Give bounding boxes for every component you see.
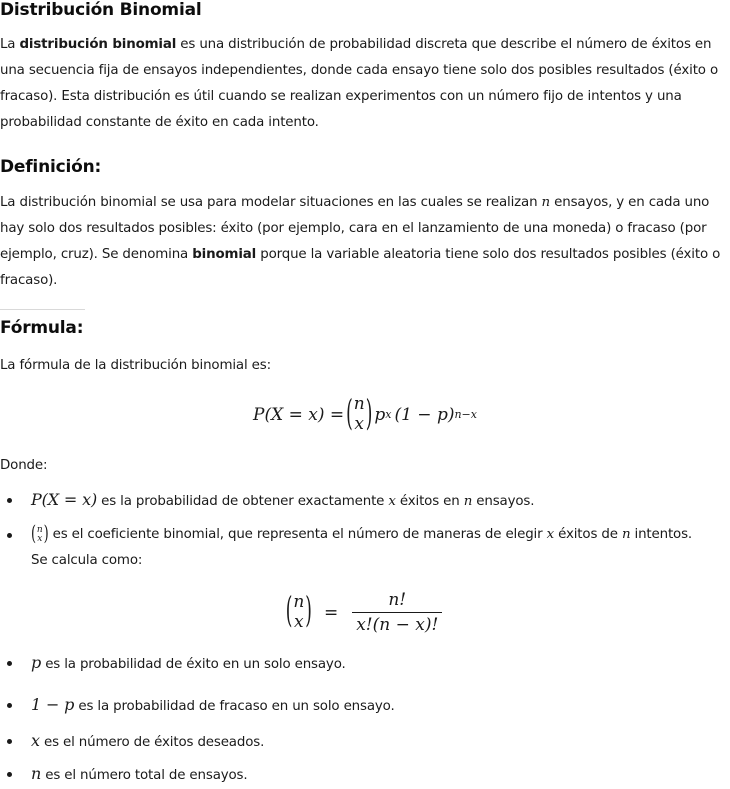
- b2-binom-top: n: [36, 524, 43, 535]
- donde-label: Donde:: [0, 458, 48, 473]
- b6-text: es el número total de ensayos.: [41, 768, 248, 783]
- binomial-coefficient-formula: [0, 585, 730, 640]
- b2-line2: Se calcula como:: [31, 553, 143, 568]
- bc-fraction: [352, 590, 442, 635]
- b3-text: es la probabilidad de éxito en un solo ensayo.: [41, 657, 346, 672]
- bc-top: n: [293, 591, 305, 612]
- definition-pre: La distribución binomial se usa para modelar situaciones en las cuales se realizan: [0, 195, 542, 210]
- binomial-pmf-formula: P(X = x) = ( n x ) p x (1 − p) n−x: [253, 392, 477, 435]
- left-paren: (: [285, 590, 293, 633]
- definition-var-n: n: [541, 195, 551, 210]
- b6-math: n: [31, 764, 42, 783]
- bullet-dot: [7, 772, 12, 777]
- b2-var-n: n: [621, 527, 631, 542]
- intro-paragraph: [0, 32, 730, 136]
- formula-binom-bottom: x: [354, 414, 365, 434]
- bullet-dot: [7, 533, 12, 538]
- b2-binomial-coefficient: ( n x ): [31, 522, 49, 547]
- formula-heading: Fórmula:: [0, 318, 84, 338]
- section-divider: [0, 309, 85, 310]
- b1-math: P(X = x): [31, 490, 98, 509]
- definition-mid: ensayos, y en cada uno hay solo dos resultados posibles: éxito (por ejemplo, cara en el lanzamiento de una moneda) o fracaso (por ejemplo, cruz). Se denomina: [0, 195, 710, 262]
- bc-equals: =: [323, 602, 339, 623]
- formula-lhs: P(X = x) =: [253, 405, 345, 425]
- intro-post: es una distribución de probabilidad discreta que describe el número de éxitos en una secuencia fija de ensayos independientes, donde cada ensayo tiene solo dos posibles resultados (éxito o fracaso). Esta distribución es útil cuando se realizan experimentos con un número fijo de intentos y una probabilidad constante de éxito en cada intento.: [0, 37, 718, 130]
- formula-p-base: p: [374, 405, 386, 425]
- right-paren: ): [365, 392, 373, 435]
- definition-paragraph: [0, 190, 730, 294]
- b4-math: 1 − p: [31, 695, 75, 714]
- intro-bold-term: distribución binomial: [19, 37, 177, 52]
- bc-numerator: n!: [388, 590, 407, 610]
- formula-binomial-coefficient: [346, 392, 373, 435]
- bc-denominator: x!(n − x)!: [352, 612, 442, 635]
- bullet-dot: [7, 703, 12, 708]
- bullet-dot: [7, 661, 12, 666]
- page-title: Distribución Binomial: [0, 0, 202, 20]
- definition-post: porque la variable aleatoria tiene solo dos resultados posibles (éxito o fracaso).: [0, 247, 721, 288]
- b2-var-x: x: [546, 527, 554, 542]
- formula-lead: La fórmula de la distribución binomial es:: [0, 358, 271, 373]
- definition-bold-term: binomial: [192, 247, 257, 262]
- bc-binomial: [285, 590, 312, 633]
- bc-bottom: x: [294, 611, 304, 632]
- left-paren: (: [346, 392, 353, 435]
- b1-post: ensayos.: [472, 494, 535, 509]
- definition-heading: Definición:: [0, 157, 102, 177]
- b2-post: intentos.: [630, 527, 693, 542]
- right-paren: ): [305, 590, 312, 633]
- b2-pre: es el coeficiente binomial, que representa el número de maneras de elegir: [48, 527, 547, 542]
- formula-binom-top: n: [353, 394, 365, 415]
- bullet-dot: [7, 739, 12, 744]
- b1-mid: éxitos en: [395, 494, 464, 509]
- b5-text: es el número de éxitos deseados.: [39, 735, 265, 750]
- b1-var-n: n: [463, 494, 473, 509]
- b2-mid: éxitos de: [554, 527, 622, 542]
- bullet-dot: [7, 498, 12, 503]
- b5-math: x: [31, 731, 40, 750]
- b4-text: es la probabilidad de fracaso en un solo ensayo.: [74, 699, 395, 714]
- b1-pre: es la probabilidad de obtener exactamente: [97, 494, 389, 509]
- b3-math: p: [31, 653, 42, 672]
- intro-pre: La: [0, 37, 20, 52]
- b2-binom-bottom: x: [37, 533, 43, 544]
- b1-var-x: x: [388, 494, 396, 509]
- formula-q-base: (1 − p): [394, 405, 455, 425]
